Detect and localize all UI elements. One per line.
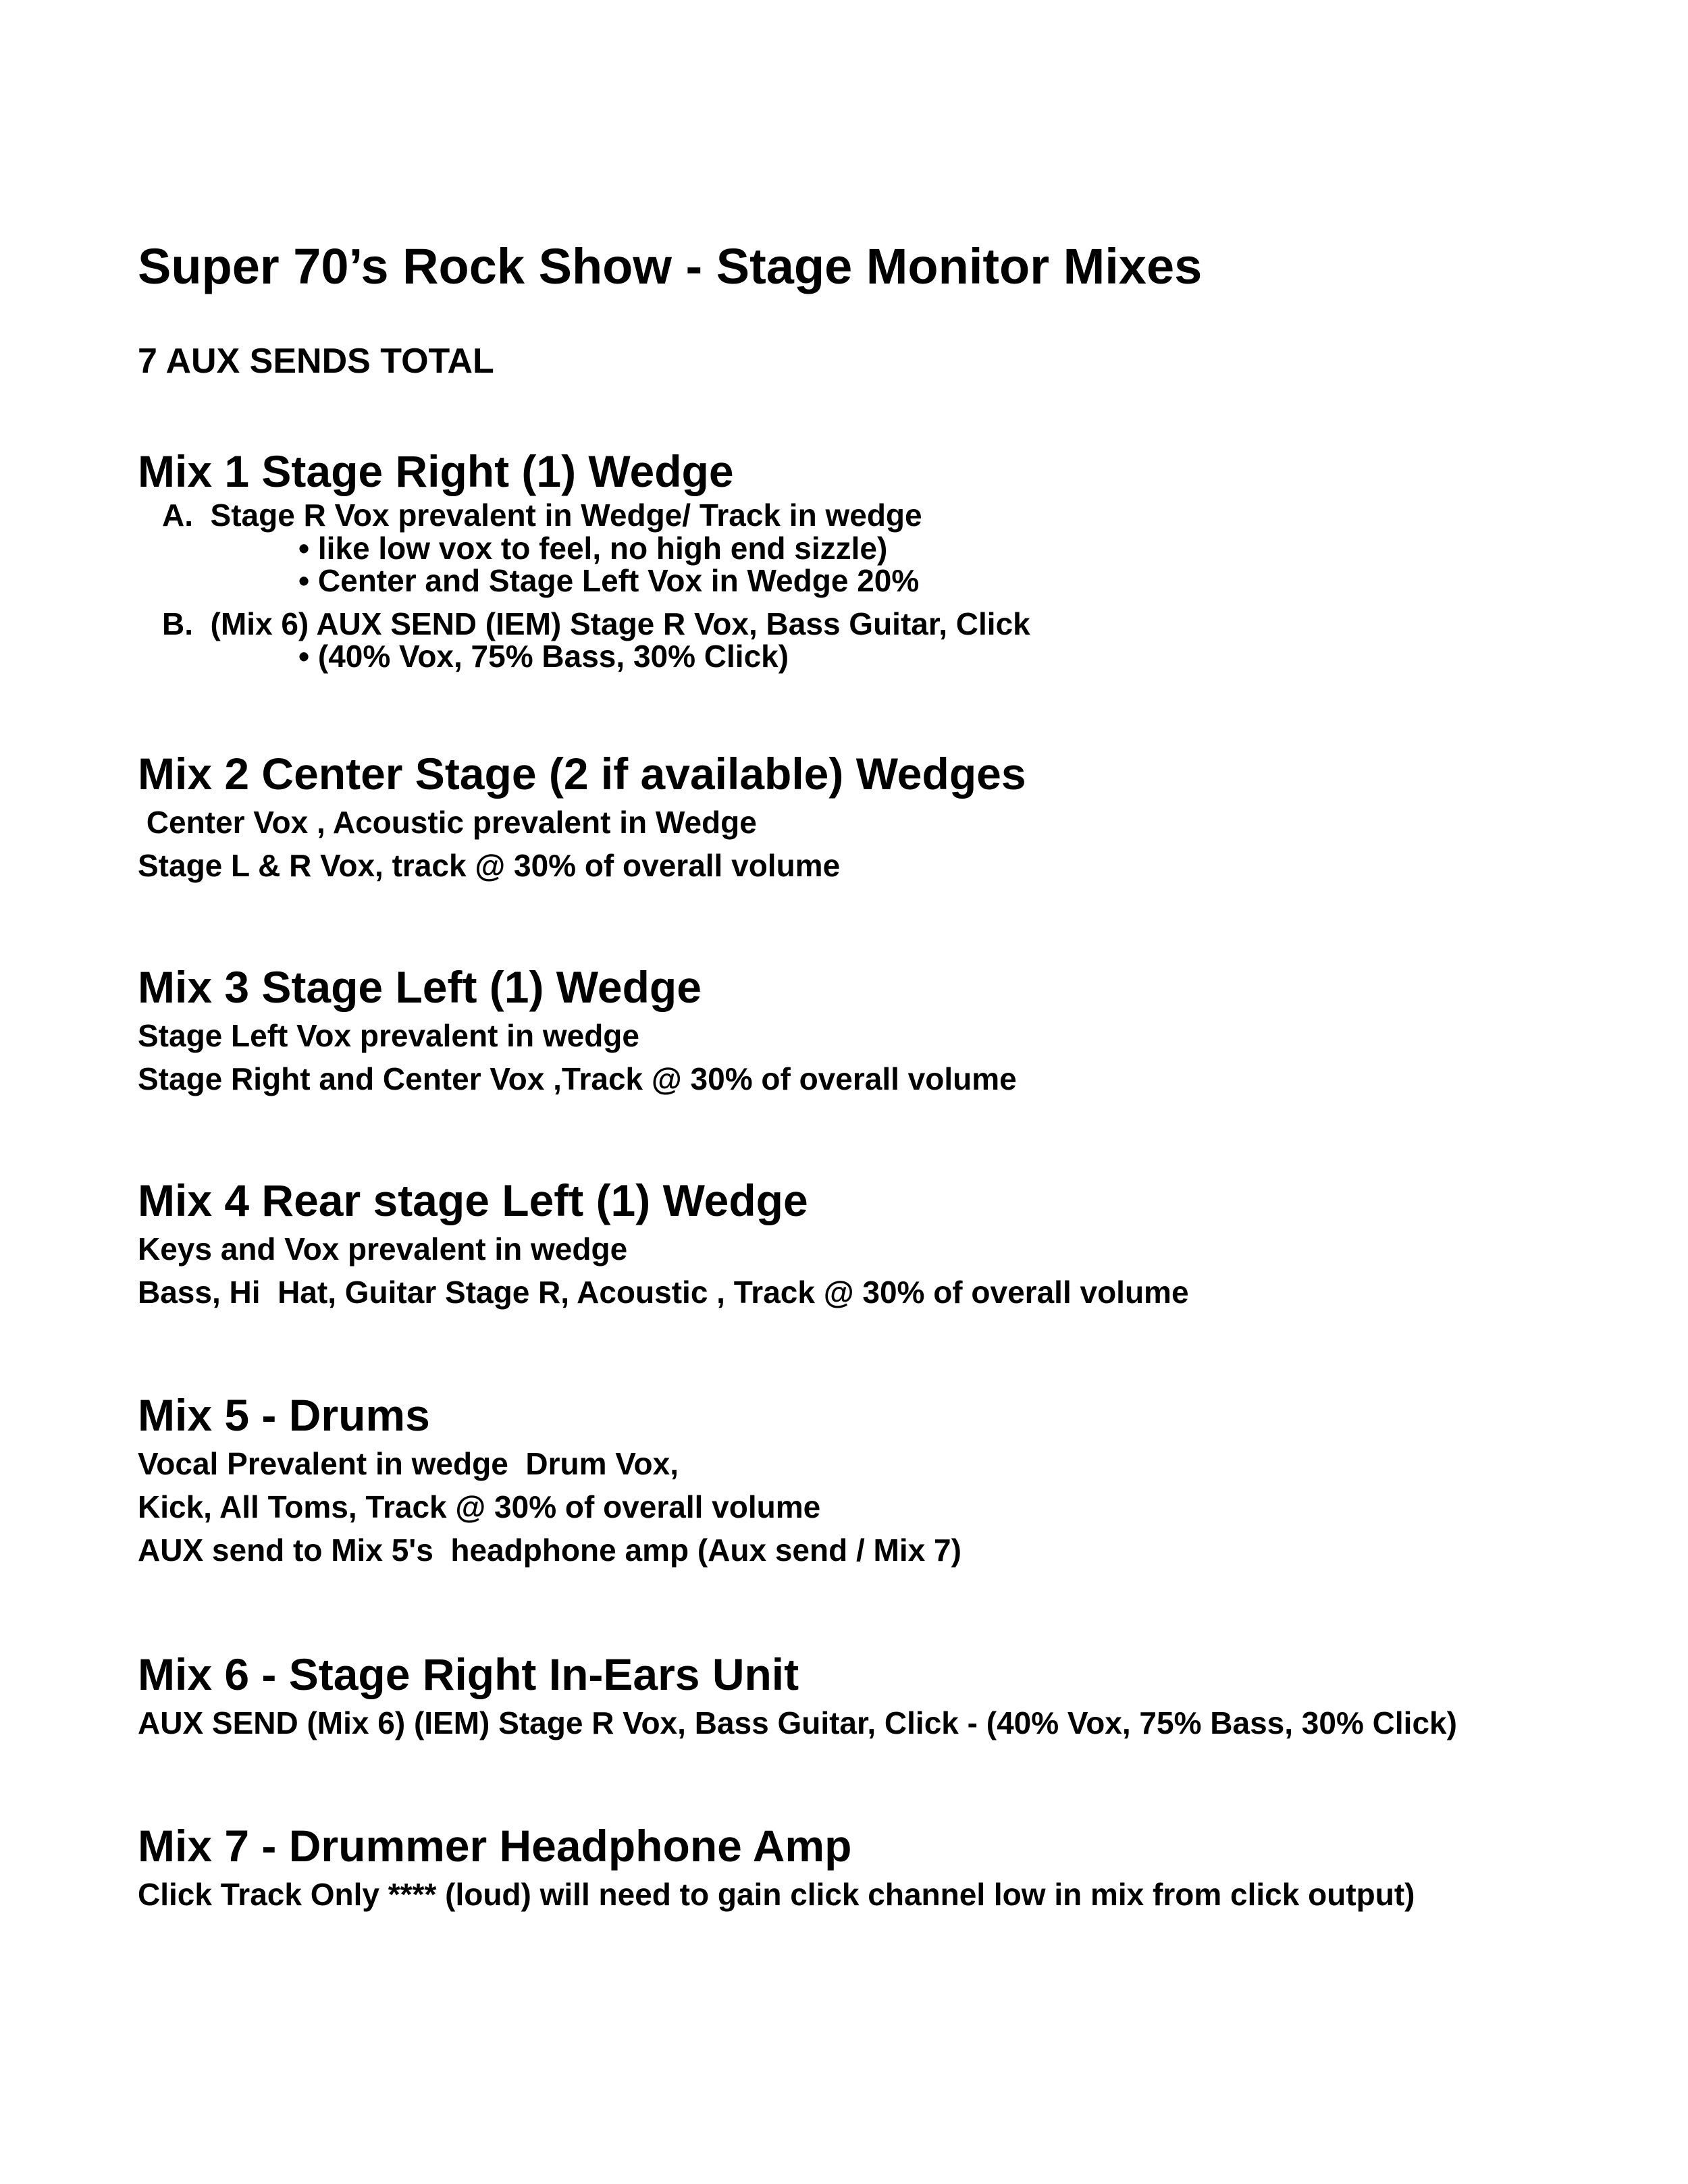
mix-2-heading: Mix 2 Center Stage (2 if available) Wedges <box>138 749 1026 799</box>
mix-7-line-1: Click Track Only **** (loud) will need to gain click channel low in mix from click output) <box>138 1877 1415 1912</box>
mix-2-section <box>138 747 1623 887</box>
mix-1-item-a-sub-2: • Center and Stage Left Vox in Wedge 20% <box>298 563 920 598</box>
mix-5-line-2: Kick, All Toms, Track @ 30% of overall volume <box>138 1489 821 1524</box>
mix-5-heading: Mix 5 - Drums <box>138 1390 430 1440</box>
mix-3-heading: Mix 3 Stage Left (1) Wedge <box>138 962 702 1012</box>
mix-4-section <box>138 1173 1623 1314</box>
mix-3-line-1: Stage Left Vox prevalent in wedge <box>138 1018 639 1053</box>
mix-1-item-a-sub-1: • like low vox to feel, no high end sizzle) <box>298 531 888 566</box>
document-page <box>138 236 1623 1916</box>
mix-1-item-b-sub-1: • (40% Vox, 75% Bass, 30% Click) <box>298 639 789 674</box>
mix-3-section <box>138 960 1623 1100</box>
mix-5-section <box>138 1388 1623 1572</box>
mix-3-line-2: Stage Right and Center Vox ,Track @ 30% of overall volume <box>138 1061 1017 1096</box>
aux-total-line: 7 AUX SENDS TOTAL <box>138 342 494 381</box>
mix-7-section <box>138 1819 1623 1916</box>
mix-1-section <box>138 444 1623 672</box>
mix-7-heading: Mix 7 - Drummer Headphone Amp <box>138 1821 852 1871</box>
mix-6-heading: Mix 6 - Stage Right In-Ears Unit <box>138 1649 799 1699</box>
mix-4-line-1: Keys and Vox prevalent in wedge <box>138 1231 628 1267</box>
mix-1-heading: Mix 1 Stage Right (1) Wedge <box>138 446 734 496</box>
mix-5-line-1: Vocal Prevalent in wedge Drum Vox, <box>138 1446 679 1481</box>
mix-4-heading: Mix 4 Rear stage Left (1) Wedge <box>138 1175 808 1225</box>
document-title: Super 70’s Rock Show - Stage Monitor Mixes <box>138 238 1203 294</box>
mix-2-line-2: Stage L & R Vox, track @ 30% of overall volume <box>138 848 841 883</box>
mix-5-line-3: AUX send to Mix 5's headphone amp (Aux send / Mix 7) <box>138 1533 961 1568</box>
mix-2-line-1: Center Vox , Acoustic prevalent in Wedge <box>138 805 757 840</box>
mix-6-line-1: AUX SEND (Mix 6) (IEM) Stage R Vox, Bass Guitar, Click - (40% Vox, 75% Bass, 30% Click) <box>138 1705 1457 1740</box>
mix-6-section <box>138 1647 1623 1744</box>
mix-4-line-2: Bass, Hi Hat, Guitar Stage R, Acoustic , Track @ 30% of overall volume <box>138 1275 1189 1310</box>
mix-1-item-b: B. (Mix 6) AUX SEND (IEM) Stage R Vox, Bass Guitar, Click <box>162 606 1030 641</box>
mix-1-item-a: A. Stage R Vox prevalent in Wedge/ Track in wedge <box>162 498 922 533</box>
